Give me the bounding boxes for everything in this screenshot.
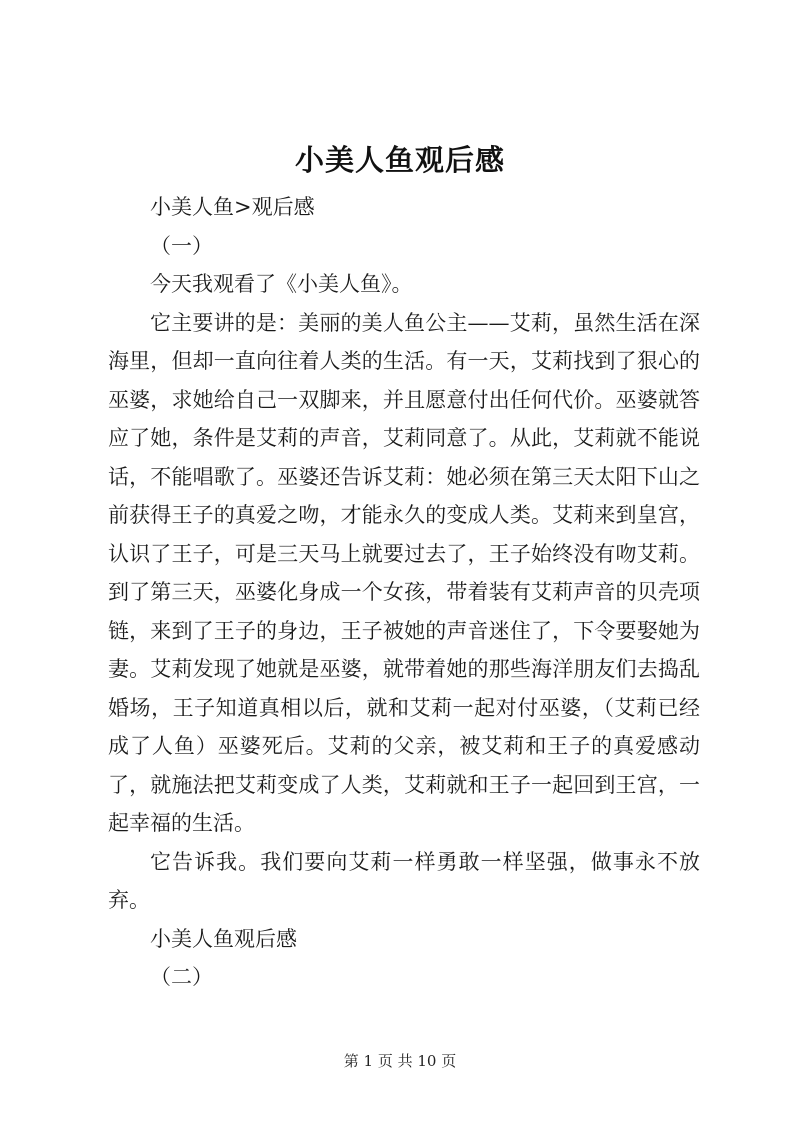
paragraph-lesson: 它告诉我。我们要向艾莉一样勇敢一样坚强，做事永不放弃。 xyxy=(108,849,700,912)
paragraph-section-two-marker: （二） xyxy=(150,965,213,989)
document-body xyxy=(108,188,700,997)
paragraph-intro: 今天我观看了《小美人鱼》。 xyxy=(150,272,413,296)
paragraph-subtitle: 小美人鱼>观后感 xyxy=(150,195,315,219)
paragraph-story: 它主要讲的是：美丽的美人鱼公主——艾莉，虽然生活在深海里，但却一直向往着人类的生活。有一天，艾莉找到了狠心的巫婆，求她给自己一双脚来，并且愿意付出任何代价。巫婆就答应了她，条件是艾莉的声音，艾莉同意了。从此，艾莉就不能说话，不能唱歌了。巫婆还告诉艾莉：她必须在第三天太阳下山之前获得王子的真爱之吻，才能永久的变成人类。艾莉来到皇宫，认识了王子，可是三天马上就要过去了，王子始终没有吻艾莉。到了第三天，巫婆化身成一个女孩，带着装有艾莉声音的贝壳项链，来到了王子的身边，王子被她的声音迷住了，下令要娶她为妻。艾莉发现了她就是巫婆，就带着她的那些海洋朋友们去捣乱婚场，王子知道真相以后，就和艾莉一起对付巫婆，（艾莉已经成了人鱼）巫婆死后。艾莉的父亲，被艾莉和王子的真爱感动了，就施法把艾莉变成了人类，艾莉就和王子一起回到王宫，一起幸福的生活。 xyxy=(108,310,700,835)
paragraph-section-one-marker: （一） xyxy=(150,233,213,258)
paragraph-section-heading: 小美人鱼观后感 xyxy=(150,926,297,951)
document-title: 小美人鱼观后感 xyxy=(294,143,505,177)
page-number-footer: 第 1 页 共 10 页 xyxy=(343,1052,457,1070)
